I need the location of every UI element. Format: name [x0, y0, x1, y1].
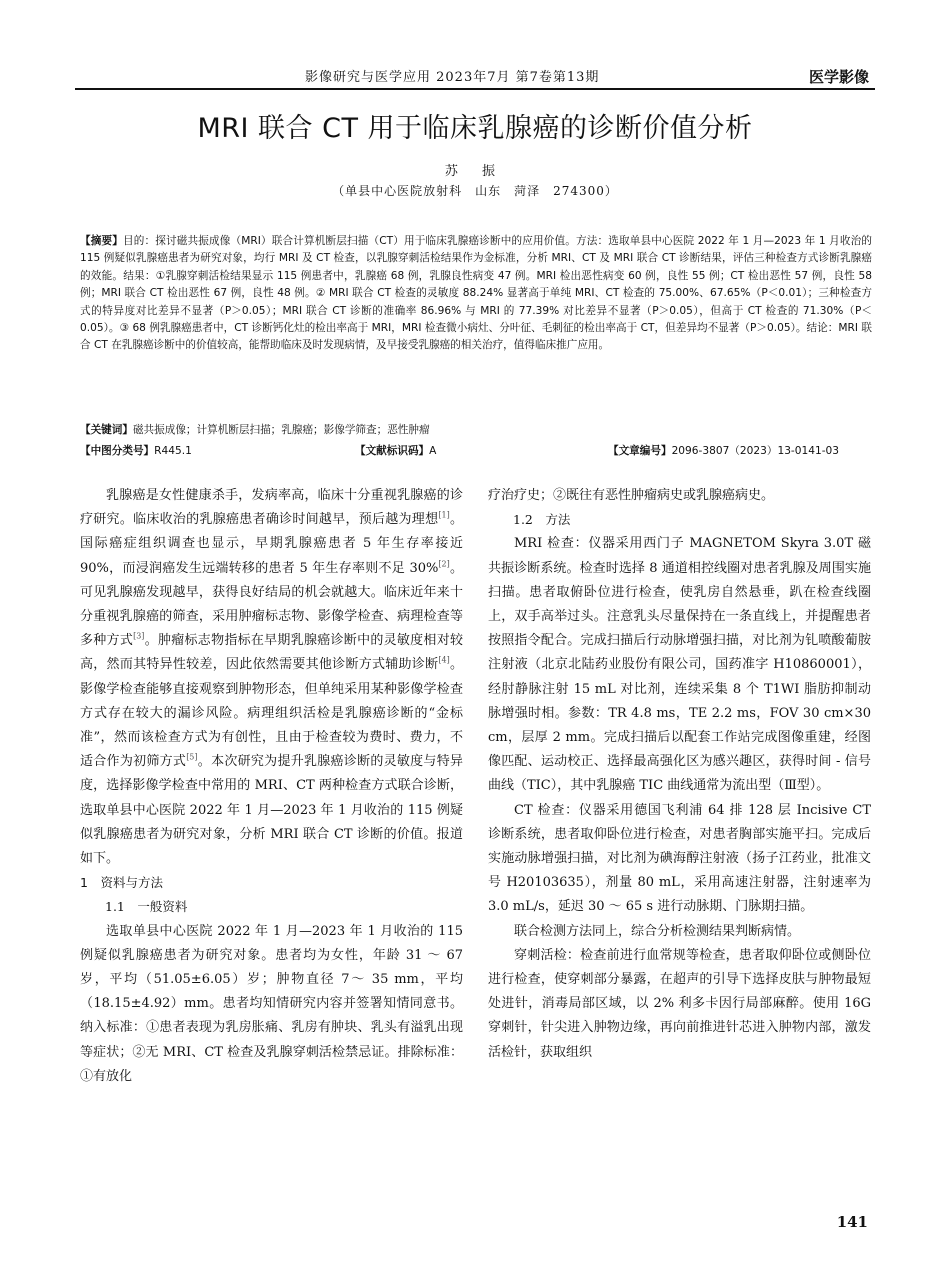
article-value: 2096-3807（2023）13-0141-03 [671, 445, 840, 457]
section-heading-1: 1 资料与方法 [80, 875, 163, 891]
intro-text-6: 。本次研究为提升乳腺癌诊断的灵敏度与特异度，选择影像学检查中常用的 MRI、CT 两种检查方式联合诊断，选取单县中心医院 2022 年 1 月—2023 年 1 月收治的 115 例疑似乳腺癌患者为研究对象，分析 MRI 联合 CT 诊断的价值。报道如下。 [80, 754, 463, 867]
article-title: MRI 联合 CT 用于临床乳腺癌的诊断价值分析 [197, 113, 753, 144]
journal-info: 影像研究与医学应用 2023年7月 第7卷第13期 [305, 70, 600, 85]
keywords [80, 422, 872, 439]
intro-paragraph [80, 484, 463, 871]
ct-method-paragraph: CT 检查：仪器采用德国飞利浦 64 排 128 层 Incisive CT 诊断系统，患者取仰卧位进行检查，对患者胸部实施平扫。完成后实施动脉增强扫描，对比剂为碘海醇注射液（扬子江药业，批准文号 H20103635），剂量 80 mL，采用高速注射器，注射速率为 3.0 mL/s，延迟 30 ～ 65 s 进行动脉期、门脉期扫描。 [488, 802, 871, 915]
ref-4: [4] [438, 656, 450, 666]
article-number [608, 443, 839, 458]
intro-text-5: 。影像学检查能够直接观察到肿物形态，但单纯采用某种影像学检查方式存在较大的漏诊风险。病理组织活检是乳腺癌诊断的“金标准”，然而该检查方式为有创性，且由于检查较为费时、费力，不适合作为初筛方式 [80, 657, 463, 770]
keywords-text: 磁共振成像；计算机断层扫描；乳腺癌；影像学筛查；恶性肿瘤 [132, 424, 430, 436]
clc-value: R445.1 [154, 445, 192, 457]
continued-paragraph: 疗治疗史；②既往有恶性肿瘤病史或乳腺癌病史。 [488, 488, 775, 503]
intro-text-3: 。可见乳腺癌发现越早，获得良好结局的机会就越大。临床近年来十分重视乳腺癌的筛查，采用肿瘤标志物、影像学检查、病理检查等多种方式 [80, 560, 463, 649]
ref-5: [5] [186, 752, 198, 762]
affiliation: （单县中心医院放射科 山东 菏泽 274300） [332, 184, 618, 198]
page-header [75, 62, 875, 90]
abstract [80, 233, 872, 355]
classification-row [80, 443, 872, 461]
clc-number [80, 443, 192, 458]
keywords-label: 【关键词】 [80, 424, 133, 436]
ref-2: [2] [438, 559, 450, 569]
combined-method-paragraph: 联合检测方法同上，综合分析检测结果判断病情。 [514, 923, 801, 939]
mri-method-paragraph: MRI 检查：仪器采用西门子 MAGNETOM Skyra 3.0T 磁共振诊断系统。检查时选择 8 通道相控线圈对患者乳腺及周围实施扫描。患者取俯卧位进行检查，使乳房自然悬垂，趴在检查线圈上，双手高举过头。注意乳头尽量保持在一条直线上，并提醒患者按照指令配合。完成扫描后行动脉增强扫描，对比剂为钆喷酸葡胺注射液（北京北陆药业股份有限公司，国药准字 H10860001），经肘静脉注射 15 mL 对比剂，连续采集 8 个 T1WI 脂肪抑制动脉增强时相。参数：TR 4.8 ms，TE 2.2 ms，FOV 30 cm×30 cm，层厚 2 mm。完成扫描后以配套工作站完成图像重建，经图像匹配、运动校正、选择最高强化区为感兴趣区，获得时间 - 信号曲线（TIC），其中乳腺癌 TIC 曲线通常为流出型（Ⅲ型）。 [488, 536, 871, 794]
body-column-right [488, 484, 871, 1065]
doc-value: A [429, 445, 437, 457]
subsection-heading-1-1: 1.1 一般资料 [105, 899, 188, 915]
biopsy-paragraph: 穿刺活检：检查前进行血常规等检查，患者取仰卧位或侧卧位进行检查，使穿刺部分暴露，在超声的引导下选择皮肤与肿物最短处进针，消毒局部区域，以 2% 利多卡因行局部麻醉。使用 16G 穿刺针，针尖进入肿物边缘，再向前推进针芯进入肿物内部，激发活检针，获取组织 [488, 947, 871, 1060]
ref-1: [1] [438, 510, 450, 520]
article-label: 【文章编号】 [608, 445, 672, 457]
general-data-paragraph: 选取单县中心医院 2022 年 1 月—2023 年 1 月收治的 115 例疑似乳腺癌患者为研究对象。患者均为女性，年龄 31 ～ 67 岁，平均（51.05±6.05）岁；肿物直径 7～ 35 mm，平均（18.15±4.92）mm。患者均知情研究内容并签署知情同意书。纳入标准：①患者表现为乳房胀痛、乳房有肿块、乳头有溢乳出现等症状；②无 MRI、CT 检查及乳腺穿刺活检禁忌证。排除标准：①有放化 [80, 923, 463, 1084]
author: 苏 振 [444, 164, 506, 179]
doc-code [355, 443, 436, 458]
section-tag: 医学影像 [808, 68, 869, 86]
abstract-label: 【摘要】 [80, 235, 123, 247]
doc-label: 【文献标识码】 [355, 445, 430, 457]
page-number: 141 [836, 1213, 868, 1231]
clc-label: 【中图分类号】 [80, 445, 155, 457]
ref-3: [3] [133, 631, 145, 641]
abstract-text: 目的：探讨磁共振成像（MRI）联合计算机断层扫描（CT）用于临床乳腺癌诊断中的应用价值。方法：选取单县中心医院 2022 年 1 月—2023 年 1 月收治的 115 例疑似乳腺癌患者为研究对象，均行 MRI 及 CT 检查，以乳腺穿刺活检结果作为金标准，分析 MRI、CT 及 MRI 联合 CT 诊断结果，评估三种检查方式诊断乳腺癌的效能。结果：①乳腺穿刺活检结果显示 115 例患者中，乳腺癌 68 例，乳腺良性病变 47 例。MRI 检出恶性病变 60 例，良性 55 例；CT 检出恶性 57 例，良性 58 例；MRI 联合 CT 检出恶性 67 例，良性 48 例。② MRI 联合 CT 检查的灵敏度 88.24% 显著高于单纯 MRI、CT 检查的 75.00%、67.65%（P＜0.01）；三种检查方式的特异度对比差异不显著（P＞0.05）；MRI 联合 CT 诊断的准确率 86.96% 与 MRI 的 77.39% 对比差异不显著（P＞0.05），但高于 CT 检查的 71.30%（P＜0.05）。③ 68 例乳腺癌患者中，CT 诊断钙化灶的检出率高于 MRI，MRI 检查微小病灶、分叶征、毛刺征的检出率高于 CT，但差异均不显著（P＞0.05）。结论：MRI 联合 CT 在乳腺癌诊断中的价值较高，能帮助临床及时发现病情，及早接受乳腺癌的相关治疗，值得临床推广应用。 [80, 235, 872, 352]
body-column-left [80, 484, 463, 1089]
intro-text-4: 。肿瘤标志物指标在早期乳腺癌诊断中的灵敏度相对较高，然而其特异性较差，因此依然需要其他诊断方式辅助诊断 [80, 633, 463, 673]
intro-text-2: 。国际癌症组织调查也显示，早期乳腺癌患者 5 年生存率接近 90%，而浸润癌发生远端转移的患者 5 年生存率则不足 30% [80, 512, 463, 576]
subsection-heading-1-2: 1.2 方法 [513, 512, 571, 528]
intro-text-1: 乳腺癌是女性健康杀手，发病率高，临床十分重视乳腺癌的诊疗研究。临床收治的乳腺癌患者确诊时间越早，预后越为理想 [80, 488, 463, 528]
